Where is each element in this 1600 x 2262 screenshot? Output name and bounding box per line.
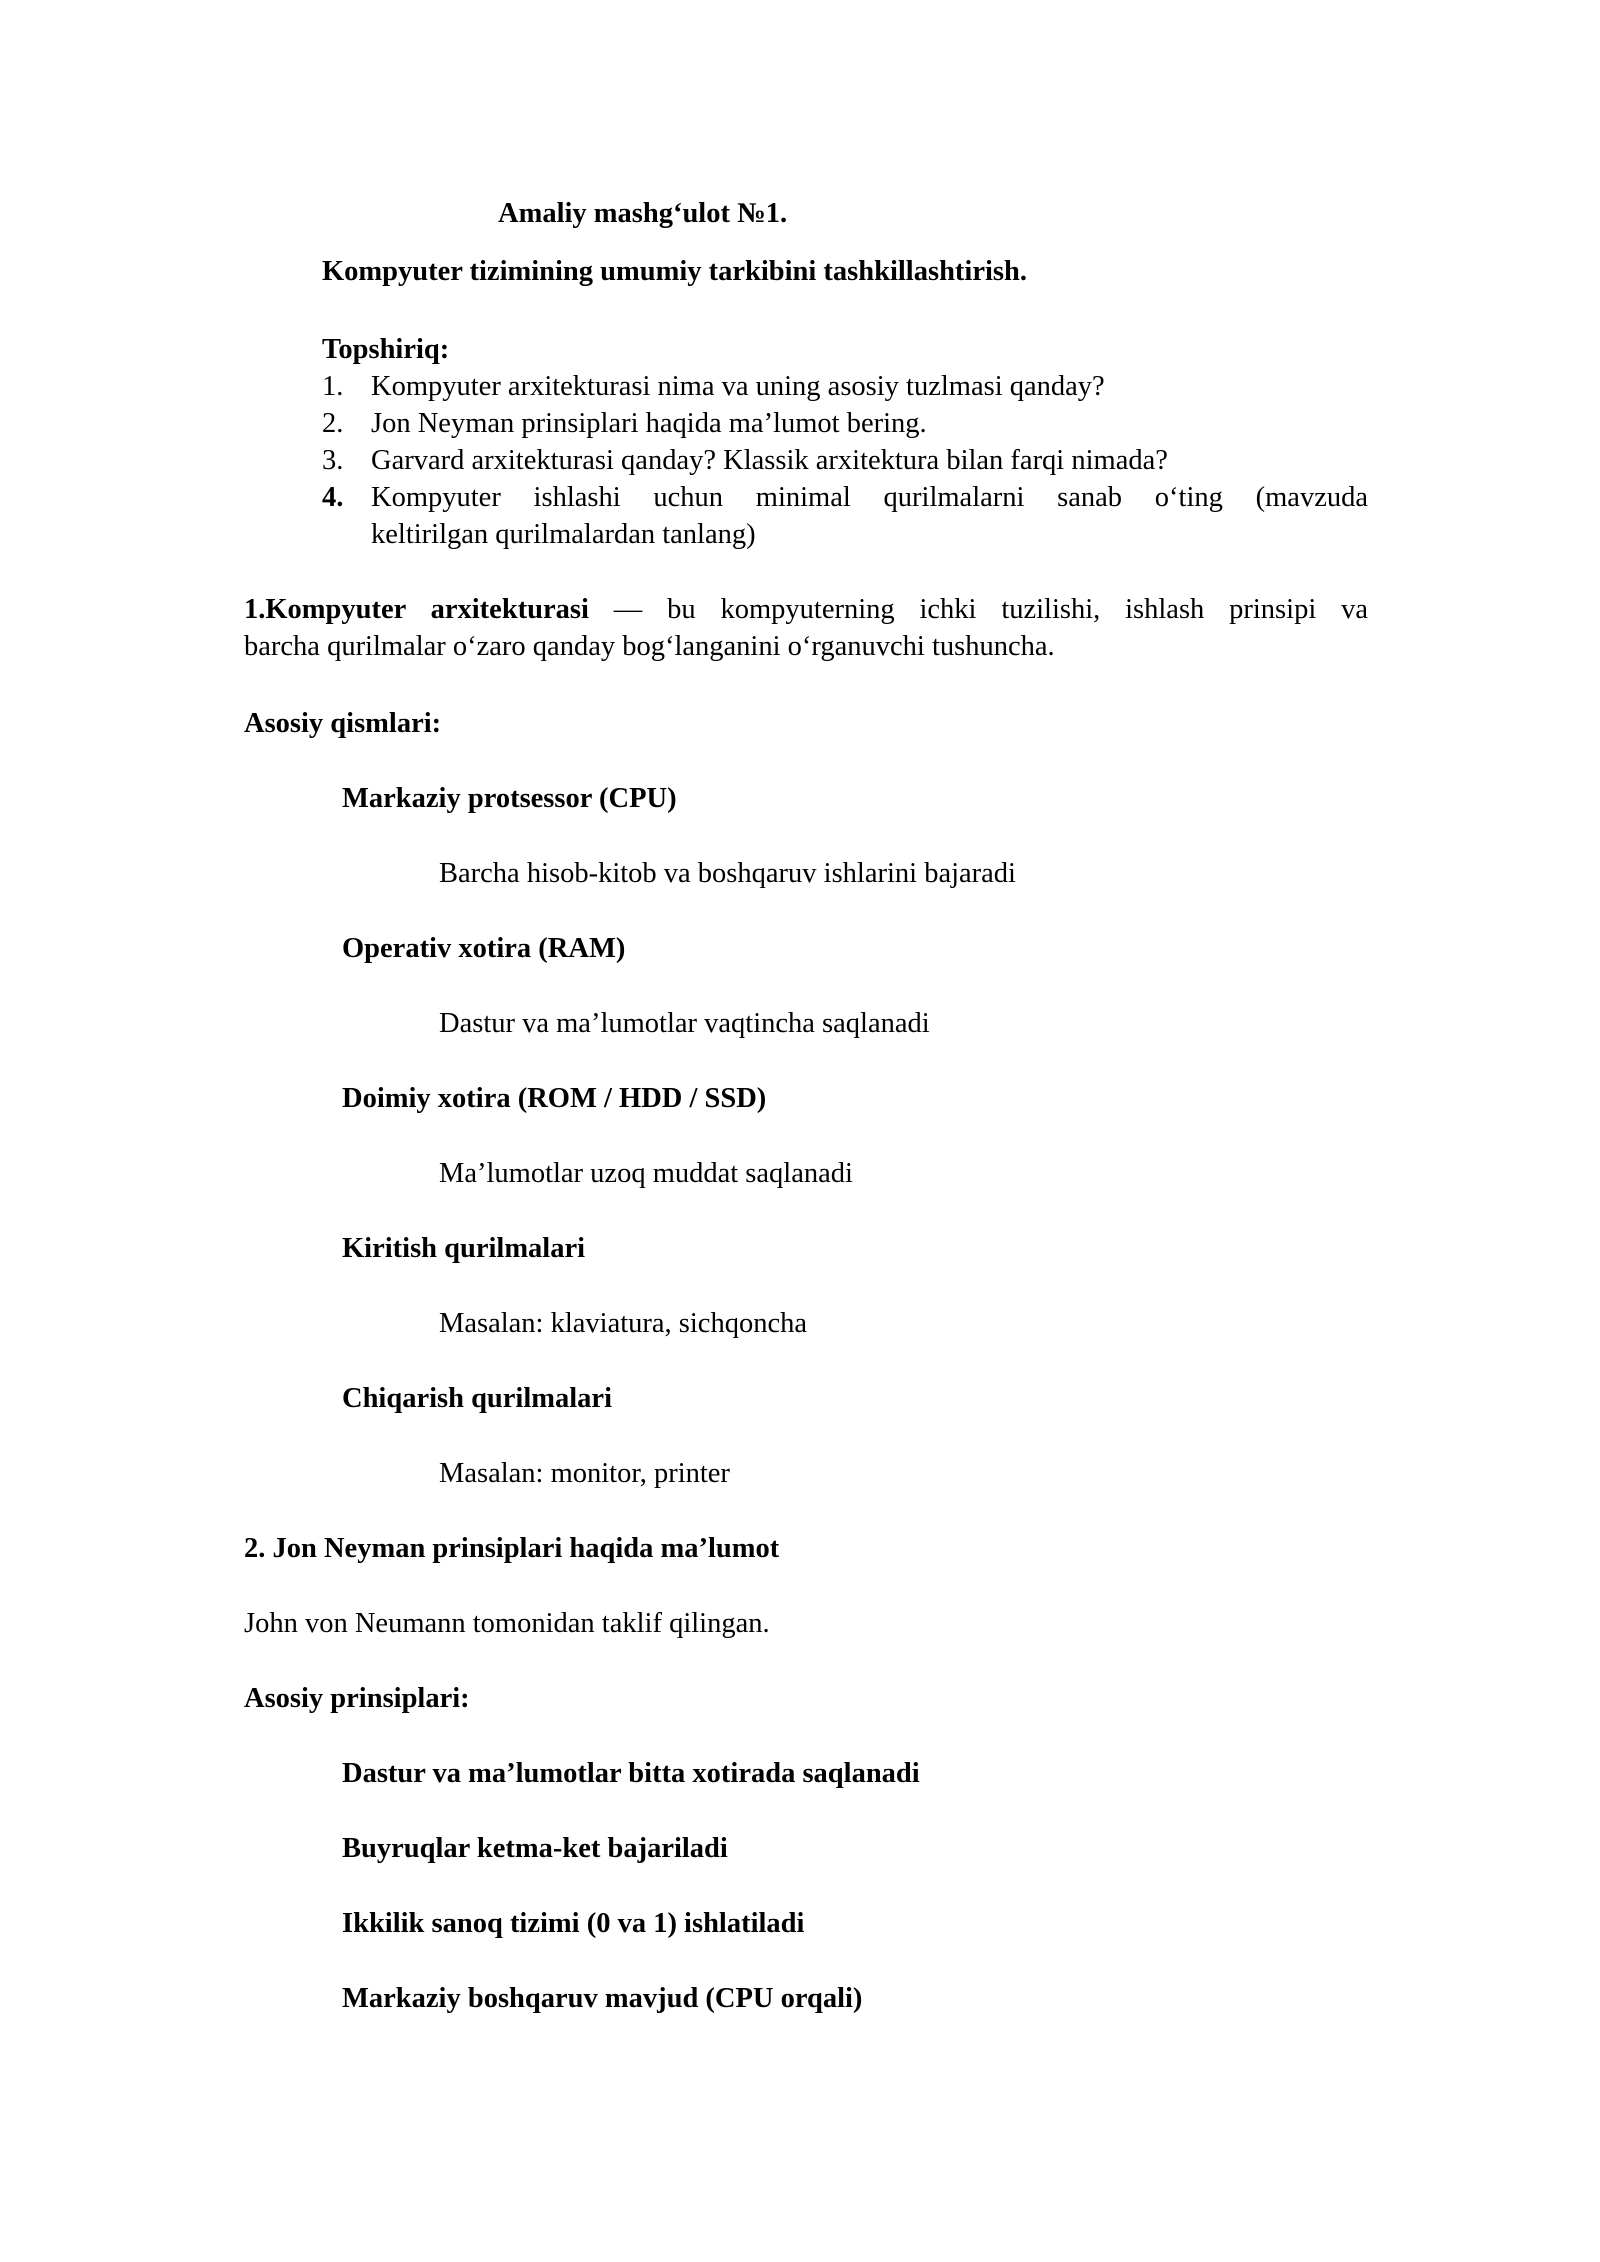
part-description: Masalan: monitor, printer bbox=[439, 1458, 730, 1489]
part-description: Dastur va ma’lumotlar vaqtincha saqlanadi bbox=[439, 1008, 930, 1039]
part-name: Kiritish qurilmalari bbox=[342, 1233, 586, 1264]
document-title: Amaliy mashg‘ulot №1. bbox=[498, 198, 788, 229]
section1-definition-continued: barcha qurilmalar o‘zaro qanday bog‘langanini o‘rganuvchi tushuncha. bbox=[244, 631, 1055, 662]
task-item-number: 1. bbox=[322, 371, 344, 402]
principle-item: Dastur va ma’lumotlar bitta xotirada saqlanadi bbox=[342, 1758, 920, 1789]
principle-item: Ikkilik sanoq tizimi (0 va 1) ishlatiladi bbox=[342, 1908, 805, 1939]
principles-heading: Asosiy prinsiplari: bbox=[244, 1683, 470, 1714]
part-name: Markaziy protsessor (CPU) bbox=[342, 783, 677, 814]
task-item-text: Kompyuter ishlashi uchun minimal qurilmalarni sanab o‘ting (mavzuda bbox=[371, 482, 1368, 513]
section2-intro: John von Neumann tomonidan taklif qilingan. bbox=[244, 1608, 770, 1639]
task-item-text: Kompyuter arxitekturasi nima va uning asosiy tuzlmasi qanday? bbox=[371, 371, 1105, 402]
principle-item: Markaziy boshqaruv mavjud (CPU orqali) bbox=[342, 1983, 863, 2014]
part-name: Doimiy xotira (ROM / HDD / SSD) bbox=[342, 1083, 767, 1114]
principle-item: Buyruqlar ketma-ket bajariladi bbox=[342, 1833, 728, 1864]
section2-heading: 2. Jon Neyman prinsiplari haqida ma’lumot bbox=[244, 1533, 780, 1564]
document-topic: Kompyuter tizimining umumiy tarkibini tashkillashtirish. bbox=[322, 256, 1027, 287]
task-item-number: 2. bbox=[322, 408, 344, 439]
task-item-text: Garvard arxitekturasi qanday? Klassik arxitektura bilan farqi nimada? bbox=[371, 445, 1168, 476]
section1-definition bbox=[244, 596, 1368, 625]
part-description: Ma’lumotlar uzoq muddat saqlanadi bbox=[439, 1158, 853, 1189]
task-item-text-continued: keltirilgan qurilmalardan tanlang) bbox=[371, 519, 756, 550]
part-description: Masalan: klaviatura, sichqoncha bbox=[439, 1308, 807, 1339]
part-name: Chiqarish qurilmalari bbox=[342, 1383, 612, 1414]
part-name: Operativ xotira (RAM) bbox=[342, 933, 626, 964]
section1-definition-text: — bu kompyuterning ichki tuzilishi, ishlash prinsipi va bbox=[588, 594, 1368, 625]
part-description: Barcha hisob-kitob va boshqaruv ishlarini bajaradi bbox=[439, 858, 1016, 889]
task-item-number: 3. bbox=[322, 445, 344, 476]
parts-heading: Asosiy qismlari: bbox=[244, 708, 442, 739]
task-heading: Topshiriq: bbox=[322, 334, 450, 365]
task-item-number: 4. bbox=[322, 482, 344, 513]
task-item-text: Jon Neyman prinsiplari haqida ma’lumot bering. bbox=[371, 408, 927, 439]
section1-term: 1.Kompyuter arxitekturasi bbox=[244, 594, 589, 625]
